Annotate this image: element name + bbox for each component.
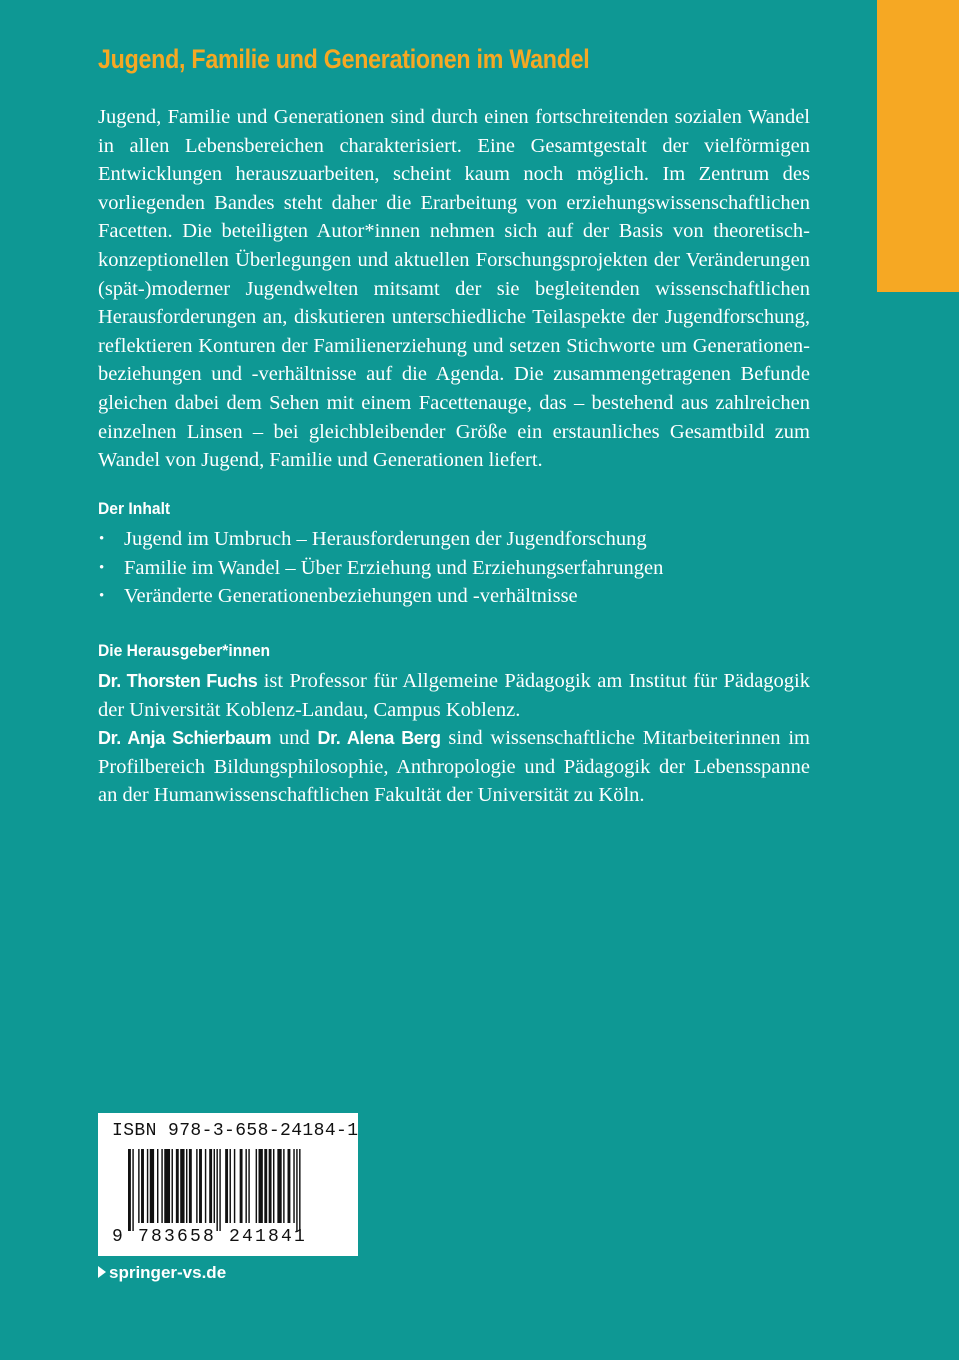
barcode-bar (269, 1149, 272, 1223)
barcode-bar (172, 1149, 173, 1223)
arrow-right-icon (98, 1266, 106, 1278)
barcode-bar (176, 1149, 179, 1223)
barcode-bar (264, 1149, 267, 1223)
barcode-bar (288, 1149, 291, 1223)
back-cover-content (98, 44, 810, 810)
contents-heading: Der Inhalt (98, 498, 171, 518)
barcode-bar (299, 1149, 300, 1231)
list-item: • Veränderte Generationenbeziehungen und -verhältnisse (98, 582, 810, 611)
isbn-barcode-box (98, 1113, 358, 1256)
contents-list (98, 525, 810, 611)
book-title: Jugend, Familie und Generationen im Wandel (98, 44, 590, 74)
barcode-bar (256, 1149, 257, 1223)
editor-name: Dr. Alena Berg (317, 728, 441, 749)
barcode-bar (296, 1149, 297, 1231)
barcode-bar (234, 1149, 235, 1223)
website-text: springer-vs.de (109, 1263, 227, 1282)
barcode-bar (141, 1149, 144, 1223)
editor-bio-fuchs (98, 667, 810, 724)
isbn-label: ISBN 978-3-658-24184-1 (112, 1121, 359, 1141)
editor-bio-joiner: und (271, 727, 318, 750)
barcode-bar (164, 1149, 170, 1223)
barcode-bar (147, 1149, 148, 1223)
barcode-bar (283, 1149, 284, 1223)
barcode-bar (186, 1149, 187, 1223)
barcode-bar (199, 1149, 202, 1223)
barcode-bar (293, 1149, 294, 1223)
barcode-bar (205, 1149, 206, 1223)
list-item: • Familie im Wandel – Über Erziehung und Erziehungserfahrungen (98, 554, 810, 583)
barcode-bar (189, 1149, 192, 1223)
barcode-bar (216, 1149, 217, 1231)
accent-bar (877, 0, 959, 292)
barcode-bar (180, 1149, 184, 1223)
barcode-bar (209, 1149, 212, 1223)
barcode-digits: 9 783658 241841 (112, 1227, 308, 1247)
barcode-bar (245, 1149, 246, 1223)
list-item: • Jugend im Umbruch – Herausforderungen der Jugendforschung (98, 525, 810, 554)
barcode-bar (150, 1149, 154, 1223)
editor-name: Dr. Anja Schierbaum (98, 728, 272, 749)
book-description: Jugend, Familie und Generationen sind durch einen fortschreitenden sozialen Wandel in allen Lebensbereichen charakterisiert. Eine Gesamtgestalt der vielförmigen Entwicklungen herauszuarbeiten, scheint kaum noch möglich. Im Zentrum des vorliegenden Bandes steht daher die Erarbeitung von erziehungswissenschaftlichen Facetten. Die beteiligten Autor*innen nehmen sich auf der Basis von theoretisch-konzeptionellen Überlegungen und aktuellen Forschungsprojekten der Veränderungen (spät-)moderner Jugendwelten mitsamt der sie begleitenden wissenschaftlichen Herausforderungen an, diskutieren unterschiedliche Teilaspekte der Jugendforschung, reflektieren Konturen der Familienerziehung und setzen Stichworte um Generationenbeziehungen und -verhältnisse auf die Agenda. Die zusammengetragenen Befunde gleichen dabei dem Sehen mit einem Facettenauge, das – bestehend aus zahlreichen einzelnen Linsen – bei gleichbleibender Größe ein erstaunliches Gesamtbild zum Wandel von Jugend, Familie und Generationen liefert. (98, 106, 810, 472)
barcode-bar (240, 1149, 243, 1223)
barcode-bar (259, 1149, 263, 1223)
publisher-website-link[interactable] (98, 1263, 226, 1283)
barcode-bar (225, 1149, 228, 1223)
barcode-bar (132, 1149, 133, 1231)
barcode-icon (112, 1149, 344, 1231)
editors-heading: Die Herausgeber*innen (98, 641, 271, 661)
barcode-bar (230, 1149, 231, 1223)
editor-bio-text: ist Professor für Allgemeine Pädagogik am Institut für Pädagogik der Universität Koblenz-Landau, Campus Koblenz. (98, 670, 810, 721)
barcode-bar (248, 1149, 249, 1223)
barcode-bar (196, 1149, 197, 1223)
barcode-bar (161, 1149, 162, 1223)
barcode-bar (277, 1149, 281, 1223)
editor-name: Dr. Thorsten Fuchs (98, 671, 258, 692)
barcode-bar (273, 1149, 274, 1223)
editor-bio-schierbaum-berg (98, 724, 810, 810)
editor-bio-text: sind wissenschaftliche Mitarbeiterinnen im Profilbereich Bildungsphilosophie, Anthropologie und Pädagogik der Lebensspanne an der Humanwissenschaftlichen Fakultät der Universität zu Köln. (98, 727, 810, 807)
barcode-bar (214, 1149, 215, 1223)
barcode-bar (157, 1149, 158, 1223)
barcode-bar (128, 1149, 131, 1231)
barcode-bar (219, 1149, 220, 1231)
barcode-bar (138, 1149, 139, 1223)
